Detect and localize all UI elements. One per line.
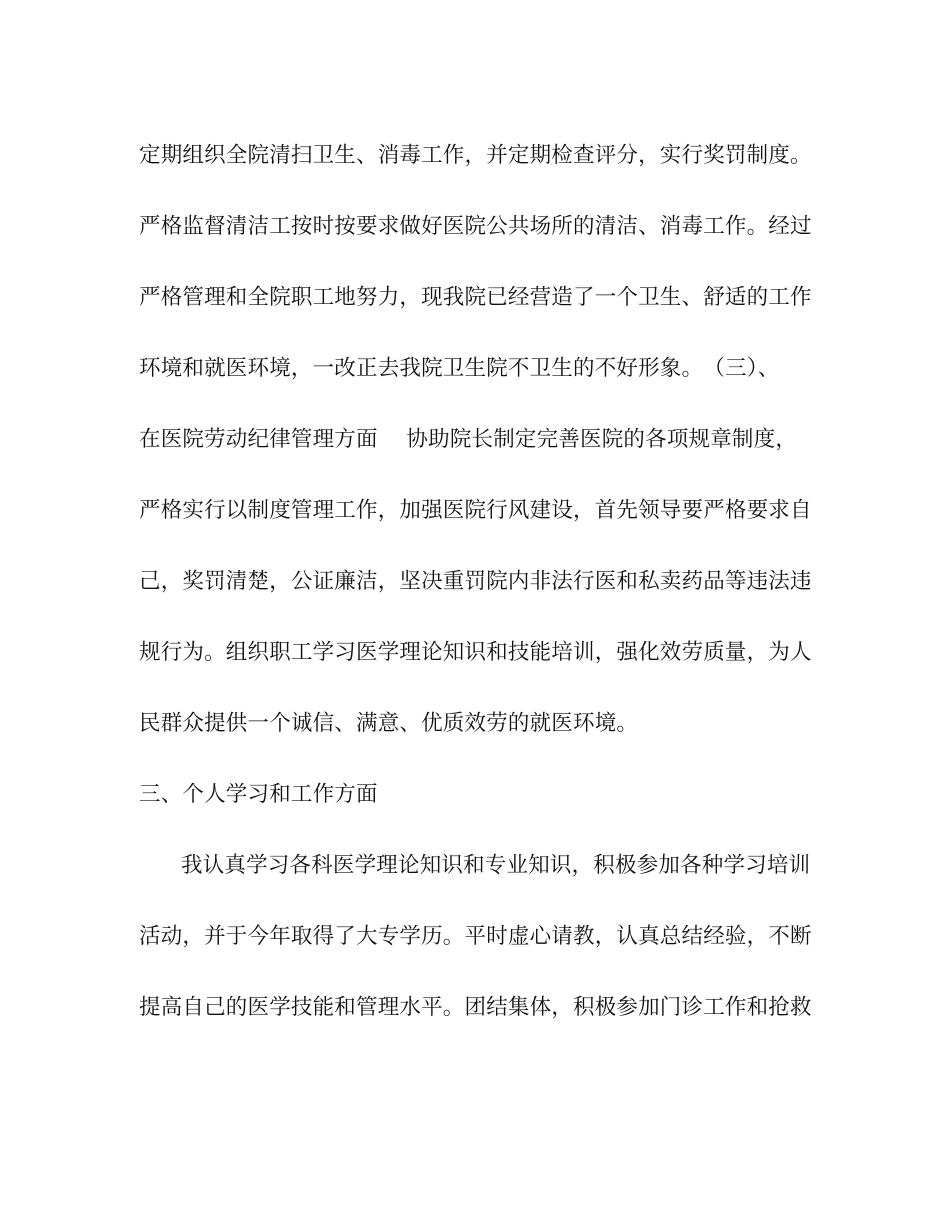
paragraph-line: 民群众提供一个诚信、满意、优质效劳的就医环境。 <box>139 711 639 736</box>
paragraph-line: 己，奖罚清楚，公证廉洁，坚决重罚院内非法行医和私卖药品等违法违 <box>139 569 812 594</box>
paragraph-line: 严格实行以制度管理工作，加强医院行风建设，首先领导要严格要求自 <box>139 498 812 523</box>
paragraph-line: 定期组织全院清扫卫生、消毒工作，并定期检查评分，实行奖罚制度。 <box>139 143 812 168</box>
paragraph-line: 环境和就医环境，一改正去我院卫生院不卫生的不好形象。 （三）、 <box>139 356 780 381</box>
paragraph-line: 活动，并于今年取得了大专学历。平时虚心请教，认真总结经验，不断 <box>139 924 812 949</box>
paragraph-line-indented: 我认真学习各科医学理论知识和专业知识，积极参加各种学习培训 <box>181 853 811 878</box>
paragraph-line: 规行为。组织职工学习医学理论知识和技能培训，强化效劳质量，为人 <box>139 640 812 665</box>
paragraph-line: 严格监督清洁工按时按要求做好医院公共场所的清洁、消毒工作。经过 <box>139 214 812 239</box>
section-heading: 三、个人学习和工作方面 <box>139 782 378 807</box>
paragraph-line: 严格管理和全院职工地努力，现我院已经营造了一个卫生、舒适的工作 <box>139 285 812 310</box>
paragraph-line: 在医院劳动纪律管理方面 协助院长制定完善医院的各项规章制度， <box>139 427 798 452</box>
paragraph-line: 提高自己的医学技能和管理水平。团结集体，积极参加门诊工作和抢救 <box>139 995 812 1020</box>
